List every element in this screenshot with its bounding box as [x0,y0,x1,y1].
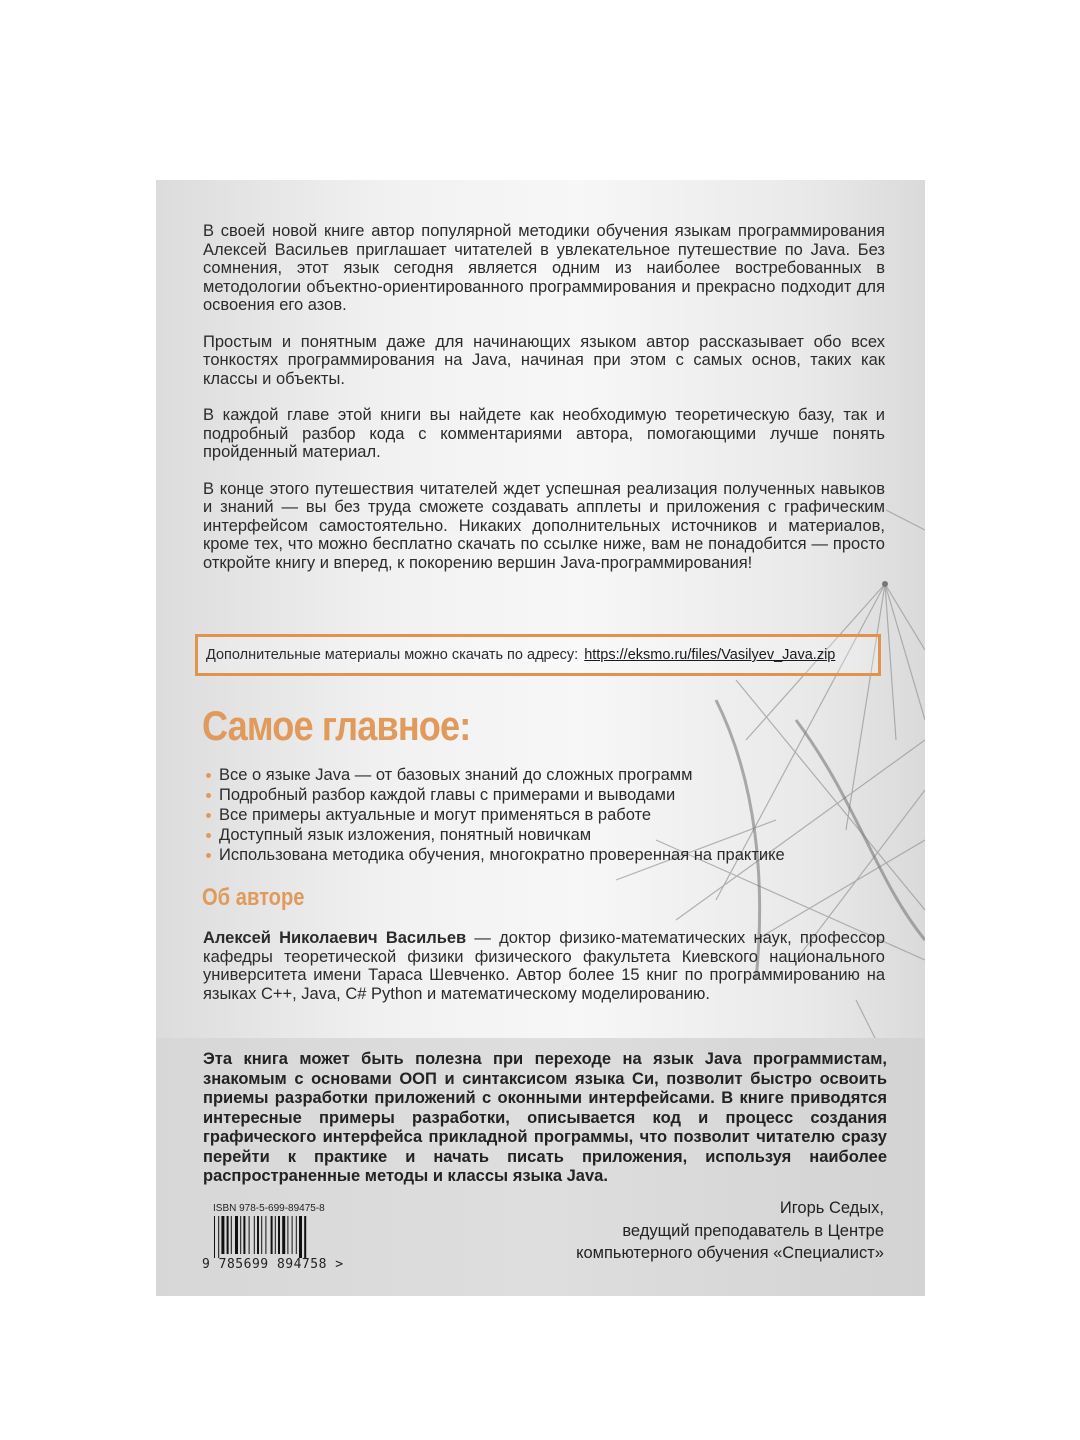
review-text: Эта книга может быть полезна при переходе на язык Java программистам, знакомым с основами ООП и синтаксисом языка Си, позволит быстро освоить приемы разработки приложений с оконными интерфейсами. В книге приводятся интересные примеры разработки, описывается код и процесс создания графического интерфейса прикладной программы, что позволит читателю сразу перейти к практике и начать писать приложения, используя наиболее распространенные методы и классы языка Java. [203,1050,887,1185]
list-item: Все примеры актуальные и могут применяться в работе [204,805,785,825]
barcode [212,1216,336,1258]
download-link[interactable]: https://eksmo.ru/files/Vasilyev_Java.zip [584,647,836,663]
intro-text [203,222,885,590]
download-label: Дополнительные материалы можно скачать по адресу: [206,647,579,663]
isbn-label: ISBN 978-5-699-89475-8 [213,1203,325,1214]
about-author-title: Об авторе [202,884,305,911]
intro-paragraph-1: В своей новой книге автор популярной методики обучения языкам программирования Алексей Васильев приглашает читателей в увлекательное путешествие по Java. Без сомнения, этот язык сегодня является одним из наиболее востребованных в методологии объектно-ориентированного программирования и прекрасно подходит для освоения его азов. [203,222,885,314]
main-heading: Самое главное: [202,702,471,749]
book-back-cover [156,180,925,1296]
review-signature [576,1197,884,1265]
list-item: Использована методика обучения, многократно проверенная на практике [204,845,785,865]
author-bio: — доктор физико-математических наук, профессор кафедры теоретической физики физического факультета Киевского национального университета имени Тараса Шевченко. Автор более 15 книг по программированию на языках C++, Java, C# Python и математическому моделированию. [203,929,885,1003]
signature-role-line1: ведущий преподаватель в Центре [622,1221,884,1240]
about-author-text [203,929,885,1003]
intro-paragraph-4: В конце этого путешествия читателей ждет успешная реализация полученных навыков и знаний — вы без труда сможете создавать апплеты и приложения с графическим интерфейсом самостоятельно. Никаких дополнительных источников и материалов, кроме тех, что можно бесплатно скачать по ссылке ниже, вам не понадобится — просто откройте книгу и вперед, к покорению вершин Java-программирования! [203,479,885,572]
intro-paragraph-3: В каждой главе этой книги вы найдете как необходимую теоретическую базу, так и подробный разбор кода с комментариями автора, помогающими лучше понять пройденный материал. [203,406,885,461]
author-name: Алексей Николаевич Васильев [203,929,467,947]
list-item: Подробный разбор каждой главы с примерами и выводами [204,785,785,805]
barcode-digits: 9 785699 894758 > [202,1257,344,1272]
list-item: Доступный язык изложения, понятный новичкам [204,825,785,845]
signature-role-line2: компьютерного обучения «Специалист» [576,1244,884,1262]
intro-paragraph-2: Простым и понятным даже для начинающих языком автор рассказывает обо всех тонкостях программирования на Java, начиная при этом с самых основ, таких как классы и объекты. [203,332,885,388]
download-box [195,634,881,676]
list-item: Все о языке Java — от базовых знаний до сложных программ [204,765,785,785]
highlights-list [204,765,785,865]
signature-name: Игорь Седых, [779,1199,884,1217]
